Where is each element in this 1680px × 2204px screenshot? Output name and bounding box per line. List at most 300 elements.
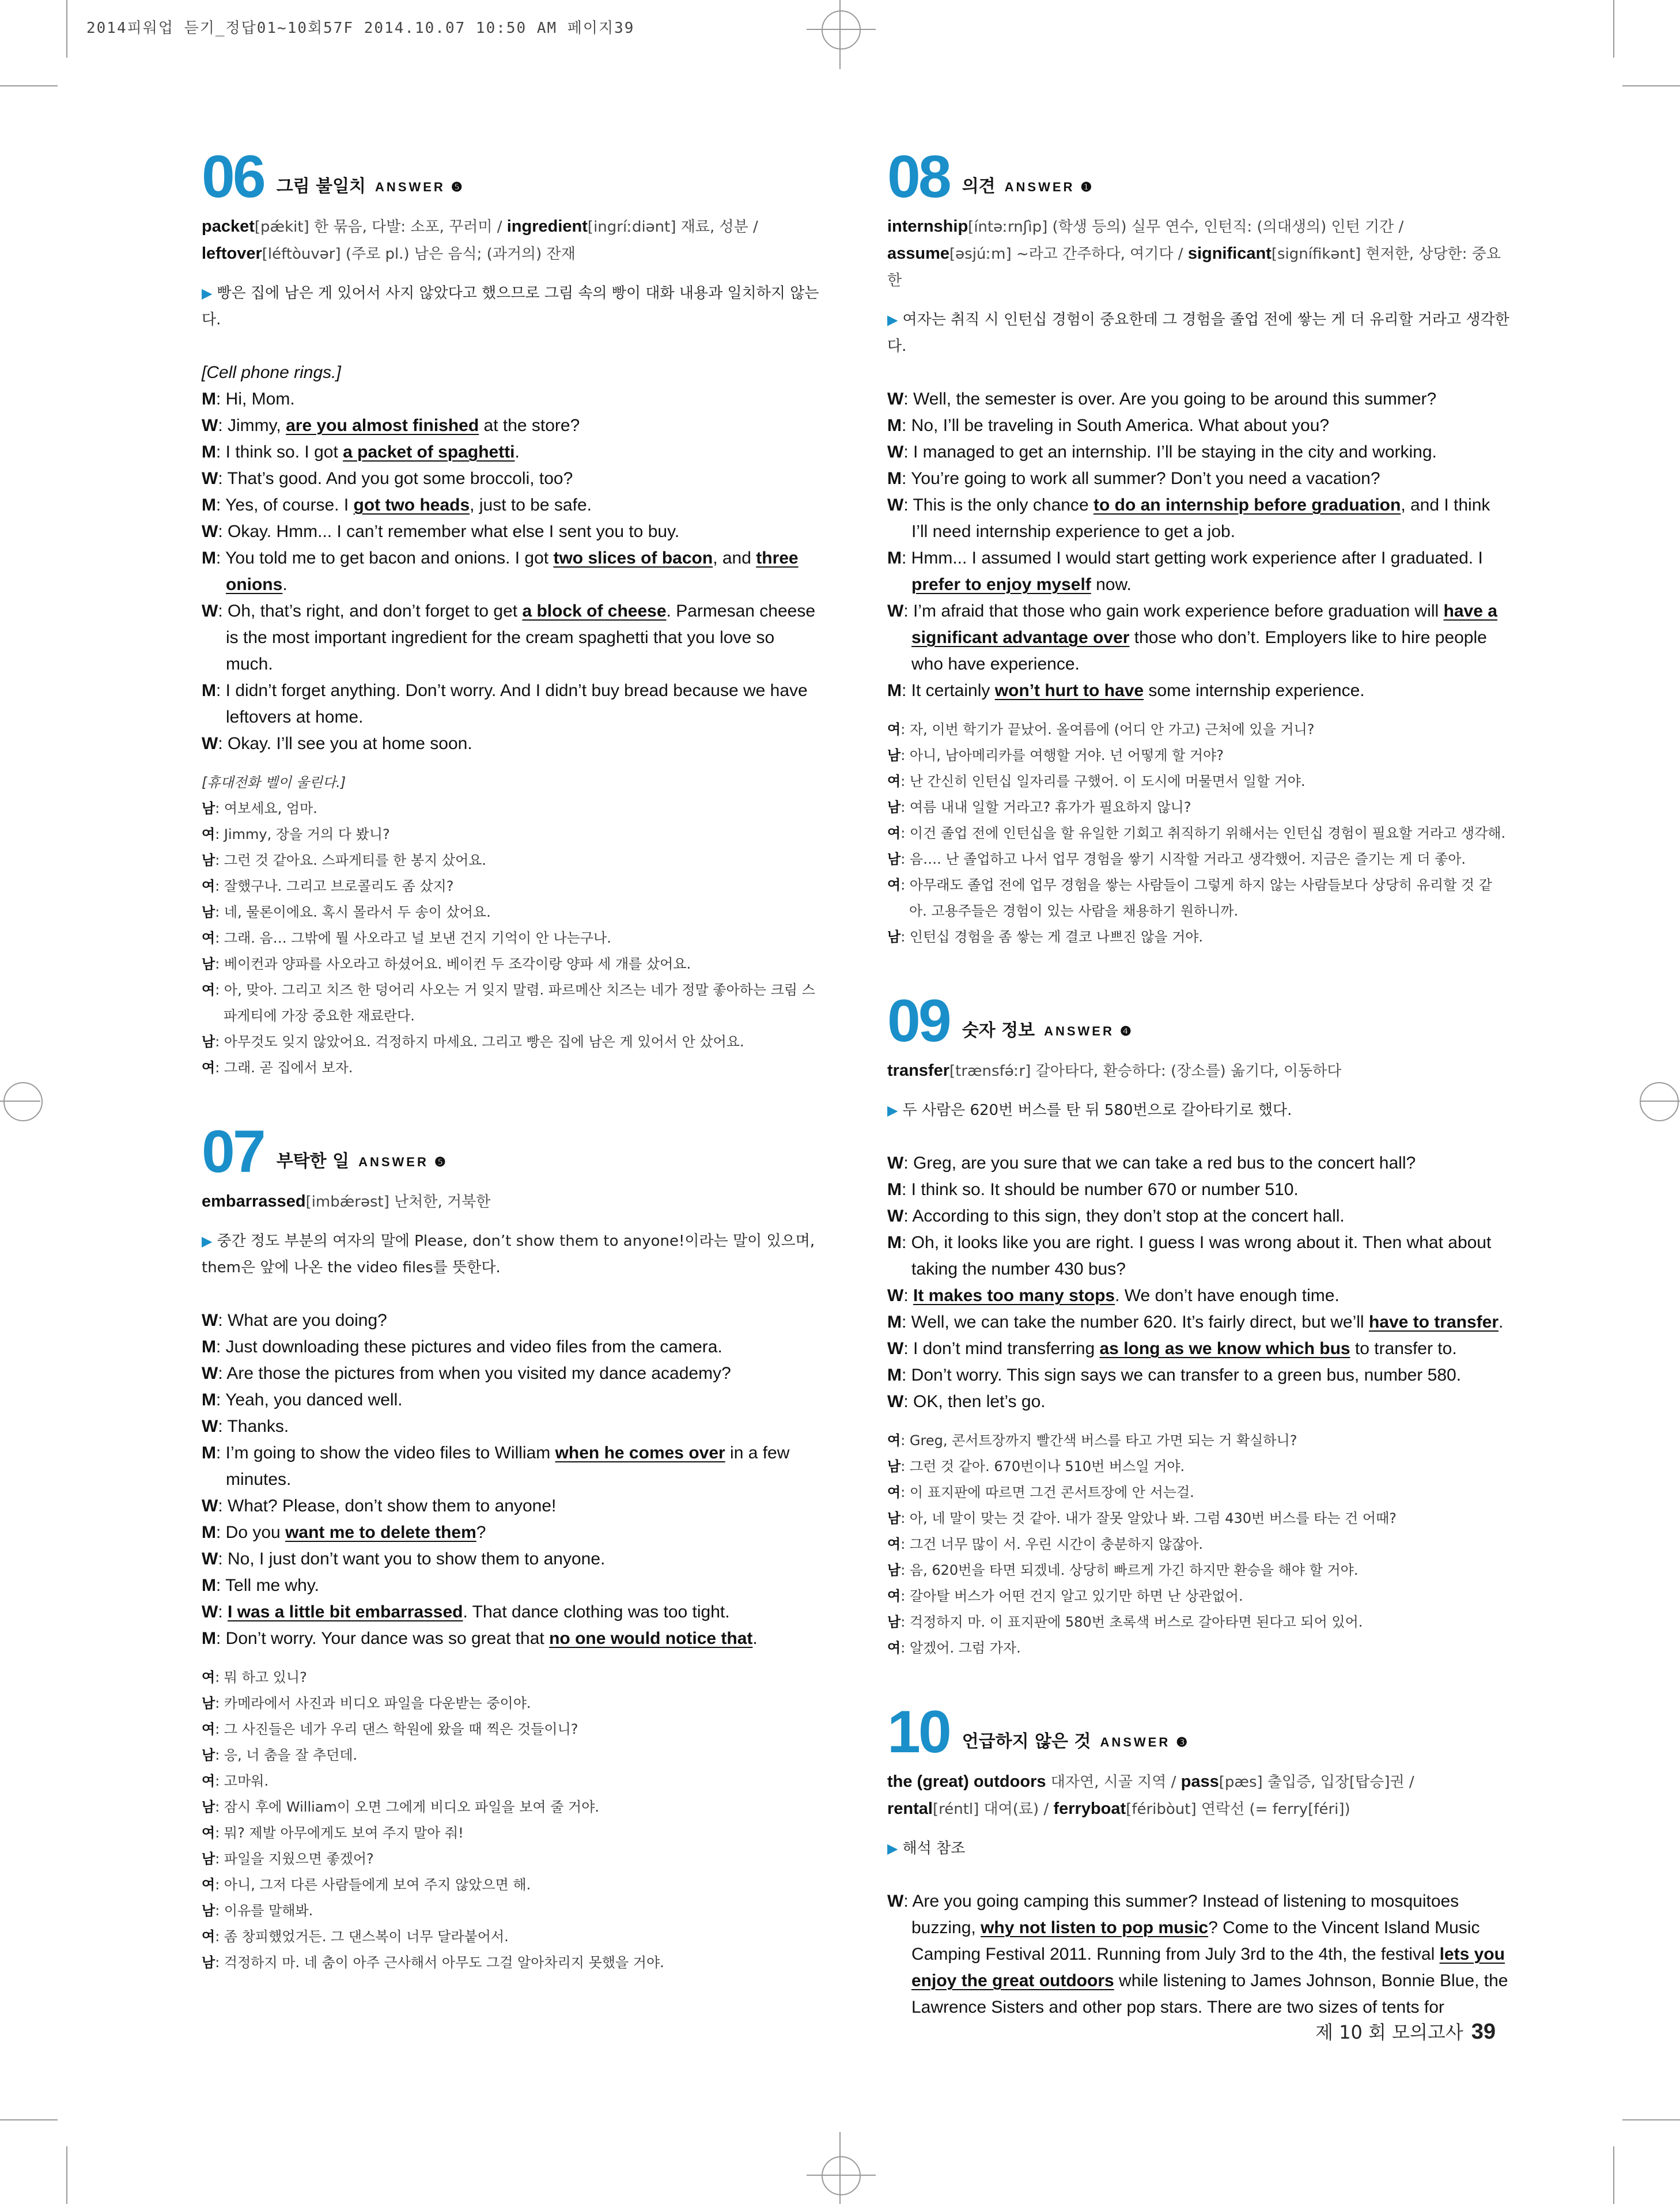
line-text: I managed to get an internship. I’ll be staying in the city and working. [913, 443, 1437, 462]
translation-text: 그래. 음… 그밖에 뭘 사오라고 널 보낸 건지 기억이 안 나는구나. [224, 930, 611, 946]
speaker: M [887, 1366, 902, 1385]
speaker: 남 [202, 1799, 215, 1815]
line-text: Oh, that’s right, and don’t forget to get [228, 602, 523, 621]
line-text: . That dance clothing was too tight. [463, 1602, 730, 1621]
vocab-definition: [signífikənt] 현저한, 상당한: 중요한 [887, 245, 1501, 289]
section-header [202, 1118, 824, 1185]
line-text: That’s good. And you got some broccoli, too? [227, 469, 573, 488]
line-text: ? Come to the Vincent Island Music Camping Festival 2011. Running from July 3rd to the 4th, the festival [911, 1918, 1480, 1964]
line-text: Yeah, you danced well. [225, 1390, 403, 1409]
speaker: 남 [202, 1851, 215, 1867]
key-phrase: I was a little bit embarrassed [228, 1602, 463, 1621]
dialogue-line: M: Don’t worry. This sign says we can transfer to a green bus, number 580. [887, 1366, 1462, 1385]
explanation-text: 두 사람은 620번 버스를 탄 뒤 580번으로 갈아타기로 했다. [902, 1102, 1292, 1119]
translation-text: 음, 620번을 타면 되겠네. 상당히 빠르게 가긴 하지만 환승을 해야 할 거야. [909, 1562, 1359, 1578]
translation-text: [휴대전화 벨이 울린다.] [202, 774, 346, 791]
speaker: W [887, 1339, 904, 1358]
translation-text: 네, 물론이에요. 혹시 몰라서 두 송이 샀어요. [224, 904, 491, 920]
dialogue-line: W: Oh, that’s right, and don’t forget to get a block of cheese. Parmesan cheese is the most important ingredient for the cream spaghetti that you love so much. [202, 602, 816, 674]
line-text: now. [1091, 575, 1132, 594]
vocab-definition: [ingríːdiənt] 재료, 성분 / [587, 218, 758, 236]
key-phrase: are you almost finished [286, 416, 479, 435]
speaker: 남 [887, 1510, 901, 1526]
vocabulary-list [887, 1768, 1509, 1823]
line-text: , just to be safe. [470, 496, 592, 515]
section-number: 08 [887, 143, 949, 210]
line-text: According to this sign, they don’t stop at the concert hall. [912, 1207, 1345, 1226]
explanation-text: 해석 참조 [902, 1840, 966, 1857]
dialogue-line: M: I’m going to show the video files to William when he comes over in a few minutes. [202, 1443, 790, 1489]
translation-text: 그래. 곧 집에서 보자. [224, 1060, 353, 1076]
line-text: I’m going to show the video files to William [225, 1443, 555, 1462]
translation-text: 뭐 하고 있니? [224, 1669, 307, 1685]
dialogue-line: W: Okay. Hmm... I can’t remember what else I sent you to buy. [202, 522, 680, 541]
section-number: 09 [887, 988, 949, 1054]
left-column [202, 143, 824, 2013]
dialogue-line: M: Oh, it looks like you are right. I guess I was wrong about it. Then what about taking the number 430 bus? [887, 1233, 1492, 1279]
vocab-definition: [léftòuvər] (주로 pl.) 남은 음식; (과거의) 잔재 [262, 245, 576, 263]
speaker: 여 [887, 1640, 901, 1656]
vocabulary-list [202, 213, 824, 267]
key-phrase: why not listen to pop music [981, 1918, 1209, 1937]
speaker: M [202, 1523, 216, 1542]
translation-line: 남: 그런 것 같아. 670번이나 510번 버스일 거야. [887, 1458, 1185, 1475]
vocab-definition: [íntəːrnʃìp] (학생 등의) 실무 연수, 인턴직: (의대생의) 인턴 기간 / [968, 218, 1404, 236]
section-number: 06 [202, 143, 264, 210]
translation-line: 여: 난 간신히 인턴십 일자리를 구했어. 이 도시에 머물면서 일할 거야. [887, 773, 1306, 789]
translation-text: 그 사진들은 네가 우리 댄스 학원에 왔을 때 찍은 것들이니? [224, 1721, 578, 1737]
translation-text: 카메라에서 사진과 비디오 파일을 다운받는 중이야. [224, 1695, 531, 1711]
dialogue-line [202, 360, 824, 386]
translation-line: 여: 뭐? 제발 아무에게도 보여 주지 말아 줘! [202, 1825, 464, 1841]
translation-text: 알겠어. 그럼 가자. [909, 1640, 1021, 1656]
translation-text: 걱정하지 마. 네 춤이 아주 근사해서 아무도 그걸 알아차리지 못했을 거야. [224, 1955, 664, 1971]
dialogue-line: M: I think so. I got a packet of spaghetti. [202, 443, 520, 462]
line-text: No, I just don’t want you to show them to anyone. [228, 1549, 606, 1568]
speaker: 여 [202, 982, 215, 998]
speaker: M [202, 496, 216, 515]
section-06 [202, 143, 824, 1081]
line-text: . [514, 443, 520, 462]
speaker: M [202, 390, 216, 409]
vocab-definition: [imbǽrəst] 난처한, 거북한 [305, 1193, 491, 1211]
dialogue-line: W: I was a little bit embarrassed. That dance clothing was too tight. [202, 1602, 730, 1621]
speaker: W [202, 522, 218, 541]
dialogue-line: W: No, I just don’t want you to show them to anyone. [202, 1549, 606, 1568]
translation-text: 아, 네 말이 맞는 것 같아. 내가 잘못 알았나 봐. 그럼 430번 버스를 타는 건 어때? [909, 1510, 1397, 1526]
speaker: M [887, 416, 902, 435]
speaker: W [202, 1364, 218, 1383]
crop-mark [0, 85, 58, 86]
crop-mark [1622, 2119, 1680, 2120]
answer-label: ANSWER ❺ [358, 1155, 448, 1169]
translation-line: 남: 인턴십 경험을 좀 쌓는 게 결코 나쁘진 않을 거야. [887, 929, 1204, 945]
key-phrase: to do an internship before graduation [1093, 496, 1401, 515]
registration-mark [822, 10, 861, 50]
dialogue-line: W: Okay. I’ll see you at home soon. [202, 734, 472, 753]
vocab-definition: [trænsfə́ːr] 갈아타다, 환승하다: (장소를) 옮기다, 이동하다 [949, 1063, 1342, 1080]
dialogue-line: W: According to this sign, they don’t stop at the concert hall. [887, 1207, 1345, 1226]
vocab-word: ferryboat [1053, 1800, 1126, 1818]
translation-text: 이 표지판에 따르면 그건 콘서트장에 안 서는걸. [909, 1484, 1194, 1500]
section-08 [887, 143, 1509, 950]
line-text: Well, we can take the number 620. It’s fairly direct, but we’ll [911, 1313, 1369, 1332]
korean-translation [202, 1665, 824, 1976]
speaker: 남 [202, 1034, 215, 1050]
translation-text: 아무것도 잊지 않았어요. 걱정하지 마세요. 그리고 빵은 집에 남은 게 있어서 안 샀어요. [224, 1034, 744, 1050]
vocabulary-list [887, 1057, 1509, 1084]
translation-text: 잘했구나. 그리고 브로콜리도 좀 샀지? [224, 878, 454, 894]
translation-line: 남: 아무것도 잊지 않았어요. 걱정하지 마세요. 그리고 빵은 집에 남은 게 있어서 안 샀어요. [202, 1034, 744, 1050]
dialogue-line: W: I’m afraid that those who gain work experience before graduation will have a significant advantage over those who don’t. Employers like to hire people who have experience. [887, 602, 1497, 674]
explanation [887, 1835, 1509, 1862]
speaker: W [202, 1417, 218, 1436]
speaker: 여 [887, 1432, 901, 1449]
speaker: M [887, 1313, 902, 1332]
vocab-word: internship [887, 217, 968, 236]
speaker: 남 [887, 851, 901, 867]
translation-text: 응, 너 춤을 잘 추던데. [224, 1747, 358, 1763]
speaker: 여 [202, 826, 215, 842]
translation-line: 여: 이 표지판에 따르면 그건 콘서트장에 안 서는걸. [887, 1484, 1194, 1500]
vocab-definition: [pǽkit] 한 묶음, 다발: 소포, 꾸러미 / [254, 218, 507, 236]
translation-line: 남: 응, 너 춤을 잘 추던데. [202, 1747, 358, 1763]
registration-mark [3, 1082, 43, 1121]
translation-line: 남: 이유를 말해봐. [202, 1903, 313, 1919]
dialogue-script [202, 1307, 824, 1652]
speaker: 여 [887, 773, 901, 789]
answer-label: ANSWER ❶ [1004, 180, 1095, 194]
section-header [887, 143, 1509, 210]
translation-line: 남: 네, 물론이에요. 혹시 몰라서 두 송이 샀어요. [202, 904, 491, 920]
speaker: W [202, 1311, 218, 1330]
korean-translation [202, 770, 824, 1081]
page-number: 39 [1471, 2020, 1496, 2044]
line-text: What? Please, don’t show them to anyone! [228, 1496, 557, 1515]
speaker: W [202, 734, 218, 753]
speaker: M [202, 681, 216, 700]
dialogue-line: M: I didn’t forget anything. Don’t worry. And I didn’t buy bread because we have leftovers at home. [202, 681, 808, 727]
vocab-definition: 대자연, 시골 지역 / [1046, 1774, 1181, 1791]
line-text: Don’t worry. Your dance was so great that [225, 1629, 550, 1648]
dialogue-script [887, 386, 1509, 704]
line-text: Are you going camping this summer? Instead of listening to mosquitoes buzzing, [911, 1892, 1459, 1937]
speaker: W [887, 1154, 904, 1173]
section-title: 부탁한 일 [276, 1151, 350, 1171]
vocab-word: packet [202, 217, 255, 236]
speaker: 남 [202, 800, 215, 816]
dialogue-script [887, 1150, 1509, 1415]
dialogue-line: W: Jimmy, are you almost finished at the store? [202, 416, 580, 435]
translation-line [202, 770, 824, 796]
speaker: M [887, 1233, 902, 1252]
line-text: I don’t mind transferring [913, 1339, 1100, 1358]
translation-text: Jimmy, 장을 거의 다 봤니? [224, 826, 390, 842]
translation-text: 갈아탈 버스가 어떤 건지 알고 있기만 하면 난 상관없어. [909, 1588, 1243, 1604]
line-text: No, I’ll be traveling in South America. What about you? [911, 416, 1330, 435]
speaker: 여 [887, 1484, 901, 1500]
vocab-definition: [féribòut] 연락선 (= ferry[féri]) [1126, 1801, 1350, 1818]
dialogue-line: W: What? Please, don’t show them to anyone! [202, 1496, 557, 1515]
speaker: 남 [202, 1695, 215, 1711]
translation-text: 인턴십 경험을 좀 쌓는 게 결코 나쁘진 않을 거야. [909, 929, 1204, 945]
korean-translation [887, 1428, 1509, 1661]
speaker: 여 [887, 1536, 901, 1552]
explanation [202, 280, 824, 333]
translation-line: 남: 음, 620번을 타면 되겠네. 상당히 빠르게 가긴 하지만 환승을 해야 할 거야. [887, 1562, 1359, 1578]
speaker: M [202, 443, 216, 462]
vocab-word: assume [887, 244, 950, 263]
translation-line: 여: 아무래도 졸업 전에 업무 경험을 쌓는 사람들이 그렇게 하지 않는 사람들보다 상당히 유리할 것 같아. 고용주들은 경험이 있는 사람을 채용하기 원하니까. [887, 877, 1492, 919]
line-text: Don’t worry. This sign says we can transfer to a green bus, number 580. [911, 1366, 1462, 1385]
translation-line: 남: 아, 네 말이 맞는 것 같아. 내가 잘못 알았나 봐. 그럼 430번 버스를 타는 건 어때? [887, 1510, 1397, 1526]
section-title: 그림 불일치 [276, 176, 366, 196]
triangle-bullet-icon: ▶ [202, 285, 213, 301]
speaker: 여 [202, 1929, 215, 1945]
vocab-word: ingredient [506, 217, 588, 236]
vocab-word: significant [1187, 244, 1272, 263]
vocab-word: transfer [887, 1061, 949, 1080]
translation-line: 여: 아, 맞아. 그리고 치즈 한 덩어리 사오는 거 잊지 말렴. 파르메산 치즈는 네가 정말 좋아하는 크림 스파게티에 가장 중요한 재료란다. [202, 982, 815, 1024]
speaker: 남 [202, 852, 215, 868]
dialogue-script [887, 1888, 1509, 2021]
translation-line: 여: 그건 너무 많이 서. 우린 시간이 충분하지 않잖아. [887, 1536, 1204, 1552]
dialogue-line: M: You’re going to work all summer? Don’t you need a vacation? [887, 469, 1380, 488]
translation-text: 이유를 말해봐. [224, 1903, 313, 1919]
vocab-definition: [əsjúːm] ~라고 간주하다, 여기다 / [949, 245, 1188, 263]
line-text: those who don’t. Employers like to hire people who have experience. [911, 628, 1487, 674]
key-phrase: a packet of spaghetti [343, 443, 515, 462]
key-phrase: lets you enjoy the great outdoors [911, 1945, 1505, 1990]
speaker: W [887, 602, 904, 621]
translation-line: 여: 그래. 곧 집에서 보자. [202, 1060, 353, 1076]
speaker: M [202, 1337, 216, 1356]
explanation-text: 중간 정도 부분의 여자의 말에 Please, don’t show them to anyone!이라는 말이 있으며, them은 앞에 나온 the video files를 뜻한다. [202, 1233, 815, 1276]
translation-text: 여보세요, 엄마. [224, 800, 317, 816]
key-phrase: want me to delete them [285, 1523, 476, 1542]
speaker: 남 [202, 956, 215, 972]
speaker: 여 [887, 825, 901, 841]
section-title: 숫자 정보 [962, 1020, 1035, 1041]
key-phrase: have a significant advantage over [911, 602, 1497, 647]
translation-line: 남: 카메라에서 사진과 비디오 파일을 다운받는 중이야. [202, 1695, 531, 1711]
translation-line: 여: 알겠어. 그럼 가자. [887, 1640, 1021, 1656]
translation-text: 이건 졸업 전에 인턴십을 할 유일한 기회고 취직하기 위해서는 인턴십 경험이 필요할 거라고 생각해. [909, 825, 1506, 841]
line-text: Tell me why. [225, 1576, 319, 1595]
line-text: Hmm... I assumed I would start getting work experience after I graduated. I [911, 549, 1483, 568]
speaker: M [887, 1180, 902, 1199]
key-phrase: as long as we know which bus [1099, 1339, 1350, 1358]
translation-line: 여: 잘했구나. 그리고 브로콜리도 좀 샀지? [202, 878, 454, 894]
line-text: , and [713, 549, 756, 568]
dialogue-line: W: Greg, are you sure that we can take a red bus to the concert hall? [887, 1154, 1416, 1173]
line-text: It certainly [911, 681, 995, 700]
line-text: . [752, 1629, 758, 1648]
translation-line: 남: 여보세요, 엄마. [202, 800, 317, 816]
section-title: 의견 [962, 176, 996, 196]
translation-text: 아니, 그저 다른 사람들에게 보여 주지 않았으면 해. [224, 1877, 531, 1893]
triangle-bullet-icon: ▶ [887, 312, 898, 328]
speaker: W [887, 1392, 904, 1411]
translation-line: 남: 잠시 후에 William이 오면 그에게 비디오 파일을 보여 줄 거야. [202, 1799, 600, 1815]
translation-text: 파일을 지웠으면 좋겠어? [224, 1851, 374, 1867]
speaker: W [887, 496, 904, 515]
line-text: , and I think I’ll need internship experience to get a job. [911, 496, 1490, 541]
dialogue-line: W: This is the only chance to do an internship before graduation, and I think I’ll need internship experience to get a job. [887, 496, 1490, 541]
translation-text: 아, 맞아. 그리고 치즈 한 덩어리 사오는 거 잊지 말렴. 파르메산 치즈는 네가 정말 좋아하는 크림 스파게티에 가장 중요한 재료란다. [224, 982, 815, 1024]
key-phrase: two slices of bacon [553, 549, 713, 568]
translation-text: Greg, 콘서트장까지 빨간색 버스를 타고 가면 되는 거 확실하니? [909, 1432, 1297, 1449]
speaker: 여 [887, 1588, 901, 1604]
speaker: M [202, 1576, 216, 1595]
line-text: while listening to James Johnson, Bonnie Blue, the Lawrence Sisters and other pop stars. There are two sizes of tents for [911, 1971, 1508, 2017]
speaker: W [202, 1549, 218, 1568]
vocabulary-list [202, 1188, 824, 1215]
translation-line: 여: 고마워. [202, 1773, 269, 1789]
key-phrase: three onions [226, 549, 799, 594]
line-text: You’re going to work all summer? Don’t you need a vacation? [911, 469, 1380, 488]
line-text: Oh, it looks like you are right. I guess I was wrong about it. Then what about taking the number 430 bus? [911, 1233, 1492, 1279]
dialogue-line: W: Well, the semester is over. Are you going to be around this summer? [887, 390, 1437, 409]
speaker: 여 [202, 1825, 215, 1841]
dialogue-line: M: Tell me why. [202, 1576, 319, 1595]
triangle-bullet-icon: ▶ [887, 1840, 898, 1857]
translation-line: 여: Greg, 콘서트장까지 빨간색 버스를 타고 가면 되는 거 확실하니? [887, 1432, 1297, 1449]
dialogue-line: M: It certainly won’t hurt to have some internship experience. [887, 681, 1365, 700]
speaker: M [202, 1629, 216, 1648]
line-text: You told me to get bacon and onions. I got [225, 549, 554, 568]
translation-line: 여: 자, 이번 학기가 끝났어. 올여름에 (어디 안 가고) 근처에 있을 거니? [887, 721, 1315, 738]
speaker: M [202, 549, 216, 568]
line-text: Hi, Mom. [225, 390, 295, 409]
translation-line: 여: 뭐 하고 있니? [202, 1669, 307, 1685]
crop-mark [1622, 85, 1680, 86]
translation-text: 고마워. [224, 1773, 269, 1789]
speaker: 여 [202, 1060, 215, 1076]
key-phrase: a block of cheese [522, 602, 667, 621]
line-text: some internship experience. [1144, 681, 1365, 700]
speaker: M [202, 1390, 216, 1409]
speaker: 여 [202, 1877, 215, 1893]
translation-text: 걱정하지 마. 이 표지판에 580번 초록색 버스로 갈아타면 된다고 되어 있어. [909, 1614, 1363, 1630]
speaker: 남 [887, 799, 901, 815]
dialogue-line: W: What are you doing? [202, 1311, 387, 1330]
line-text: Jimmy, [228, 416, 286, 435]
dialogue-line: W: OK, then let’s go. [887, 1392, 1046, 1411]
section-title: 언급하지 않은 것 [962, 1732, 1091, 1752]
translation-text: 난 간신히 인턴십 일자리를 구했어. 이 도시에 머물면서 일할 거야. [909, 773, 1306, 789]
dialogue-line: W: Thanks. [202, 1417, 289, 1436]
vocab-definition: [pæs] 출입증, 입장[탑승]권 / [1219, 1774, 1414, 1791]
registration-mark [1640, 1082, 1679, 1121]
key-phrase: prefer to enjoy myself [911, 575, 1091, 594]
dialogue-line: W: I managed to get an internship. I’ll be staying in the city and working. [887, 443, 1437, 462]
crop-mark [0, 2119, 58, 2120]
key-phrase: It makes too many stops [913, 1286, 1115, 1305]
vocab-word: pass [1180, 1772, 1219, 1791]
line-text: . Parmesan cheese is the most important ingredient for the cream spaghetti that you love so much. [226, 602, 816, 674]
key-phrase: have to transfer [1368, 1313, 1499, 1332]
speaker: 남 [202, 1955, 215, 1971]
line-text: I’m afraid that those who gain work experience before graduation will [913, 602, 1444, 621]
translation-line: 여: 좀 창피했었거든. 그 댄스복이 너무 달라붙어서. [202, 1929, 509, 1945]
line-text: Do you [225, 1523, 286, 1542]
line-text: . We don’t have enough time. [1115, 1286, 1340, 1305]
translation-line: 여: Jimmy, 장을 거의 다 봤니? [202, 826, 390, 842]
speaker: 여 [202, 1773, 215, 1789]
section-number: 07 [202, 1118, 264, 1185]
translation-line: 남: 파일을 지웠으면 좋겠어? [202, 1851, 374, 1867]
section-header [202, 143, 824, 210]
vocabulary-list [887, 213, 1509, 294]
dialogue-line: W: I don’t mind transferring as long as we know which bus to transfer to. [887, 1339, 1457, 1358]
translation-text: 베이컨과 양파를 사오라고 하셨어요. 베이컨 두 조각이랑 양파 세 개를 샀어요. [224, 956, 691, 972]
speaker: 남 [887, 747, 901, 763]
answer-label: ANSWER ❺ [375, 180, 465, 194]
explanation-text: 여자는 취직 시 인턴십 경험이 중요한데 그 경험을 졸업 전에 쌓는 게 더 유리할 거라고 생각한다. [887, 311, 1509, 355]
speaker: 여 [202, 930, 215, 946]
speaker: 여 [202, 878, 215, 894]
vocab-word: embarrassed [202, 1192, 306, 1211]
explanation [887, 307, 1509, 360]
speaker: 남 [202, 904, 215, 920]
line-text: at the store? [479, 416, 580, 435]
speaker: 남 [202, 1903, 215, 1919]
test-label: 제 10 회 모의고사 [1315, 2021, 1463, 2043]
dialogue-line: M: Yes, of course. I got two heads, just to be safe. [202, 496, 592, 515]
section-number: 10 [887, 1699, 949, 1766]
line-text: I think so. It should be number 670 or number 510. [911, 1180, 1299, 1199]
section-header [887, 1698, 1509, 1766]
speaker: W [202, 416, 218, 435]
translation-line: 남: 음…. 난 졸업하고 나서 업무 경험을 쌓기 시작할 거라고 생각했어. 지금은 즐기는 게 더 좋아. [887, 851, 1466, 867]
key-phrase: when he comes over [555, 1443, 725, 1462]
crop-mark [66, 2146, 67, 2204]
vocab-definition: [réntl] 대여(료) / [932, 1801, 1054, 1818]
speaker: 남 [202, 1747, 215, 1763]
speaker: M [887, 469, 902, 488]
line-text: . [1499, 1313, 1504, 1332]
speaker: 여 [202, 1669, 215, 1685]
key-phrase: no one would notice that [549, 1629, 753, 1648]
line-text: to transfer to. [1350, 1339, 1457, 1358]
line-text: Thanks. [227, 1417, 289, 1436]
dialogue-line: M: I think so. It should be number 670 or number 510. [887, 1180, 1299, 1199]
dialogue-line: W: Are you going camping this summer? Instead of listening to mosquitoes buzzing, why not listen to pop music? Come to the Vincent Island Music Camping Festival 2011. Running from July 3rd to the 4th, the festival lets you enjoy the great outdoors while listening to James Johnson, Bonnie Blue, the Lawrence Sisters and other pop stars. There are two sizes of tents for [887, 1892, 1508, 2017]
translation-line: 남: 걱정하지 마. 이 표지판에 580번 초록색 버스로 갈아타면 된다고 되어 있어. [887, 1614, 1363, 1630]
translation-line: 남: 걱정하지 마. 네 춤이 아주 근사해서 아무도 그걸 알아차리지 못했을 거야. [202, 1955, 664, 1971]
speaker: 남 [887, 1458, 901, 1475]
crop-mark [807, 2175, 876, 2176]
speaker: M [887, 549, 902, 568]
speaker: 여 [887, 721, 901, 738]
section-09 [887, 987, 1509, 1661]
speaker: M [887, 681, 902, 700]
dialogue-line: M: No, I’ll be traveling in South America. What about you? [887, 416, 1330, 435]
crop-mark [1613, 0, 1614, 58]
translation-line: 여: 갈아탈 버스가 어떤 건지 알고 있기만 하면 난 상관없어. [887, 1588, 1243, 1604]
right-column [887, 143, 1509, 2033]
translation-text: 좀 창피했었거든. 그 댄스복이 너무 달라붙어서. [224, 1929, 509, 1945]
vocab-word: leftover [202, 244, 262, 263]
answer-label: ANSWER ❹ [1044, 1024, 1134, 1038]
stage-direction: [Cell phone rings.] [202, 363, 341, 382]
line-text: Greg, are you sure that we can take a red bus to the concert hall? [913, 1154, 1416, 1173]
speaker: 여 [202, 1721, 215, 1737]
line-text: Just downloading these pictures and video files from the camera. [225, 1337, 722, 1356]
line-text: This is the only chance [913, 496, 1093, 515]
registration-mark [822, 2156, 861, 2195]
